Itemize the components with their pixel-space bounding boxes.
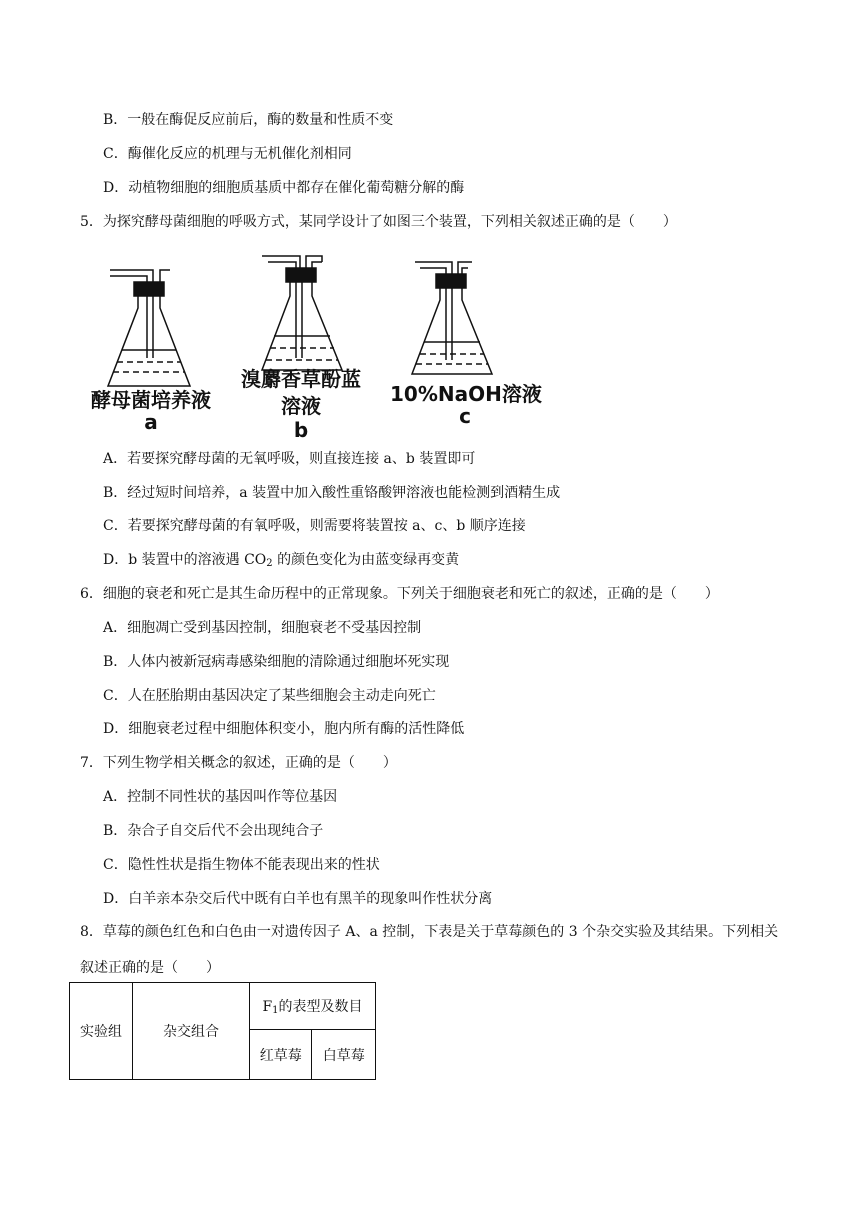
q6-option-a: A．细胞凋亡受到基因控制，细胞衰老不受基因控制 (103, 620, 422, 636)
flask-b-drawing (262, 256, 342, 370)
q5-option-d: D．b 装置中的溶液遇 $CO_2$ 的颜色变化为由蓝变绿再变黄 (103, 552, 460, 569)
flask-a-drawing (108, 270, 190, 386)
q4-option-c: C．酶催化反应的机理与无机催化剂相同 (103, 146, 352, 162)
flask-b-label-line2: 溶液 (281, 394, 321, 418)
flask-c-label: 10%NaOH溶液 (390, 382, 542, 406)
q5-option-b: B．经过短时间培养，a 装置中加入酸性重铬酸钾溶液也能检测到酒精生成 (103, 485, 561, 501)
q8-stem: 8．草莓的颜色红色和白色由一对遗传因子 A、a 控制，下表是关于草莓颜色的 3 个杂交实验及其结果。下列相关叙述正确的是（ ） (80, 924, 779, 976)
q6-option-d: D．细胞衰老过程中细胞体积变小，胞内所有酶的活性降低 (103, 721, 465, 737)
flask-b-label-line1: 溴麝香草酚蓝 (241, 367, 361, 391)
flask-a-label: 酵母菌培养液 (91, 388, 211, 412)
q5-option-a: A．若要探究酵母菌的无氧呼吸，则直接连接 a、b 装置即可 (103, 451, 476, 467)
flask-c-drawing (412, 262, 492, 374)
flask-b-letter: b (293, 418, 309, 442)
q7-stem: 7．下列生物学相关概念的叙述，正确的是（ ） (80, 755, 397, 771)
q4-option-d: D．动植物细胞的细胞质基质中都存在催化葡萄糖分解的酶 (103, 180, 465, 196)
q5-option-c: C．若要探究酵母菌的有氧呼吸，则需要将装置按 a、c、b 顺序连接 (103, 518, 526, 534)
q7-option-c: C．隐性性状是指生物体不能表现出来的性状 (103, 857, 380, 873)
q7-option-b: B．杂合子自交后代不会出现纯合子 (103, 823, 324, 839)
table-header-red: 红草莓 (250, 1030, 312, 1080)
table-header-f1: $F_1$的表型及数目 (250, 983, 376, 1030)
q7-option-a: A．控制不同性状的基因叫作等位基因 (103, 789, 338, 805)
table-header-white: 白草莓 (312, 1030, 376, 1080)
flask-c-letter: c (459, 404, 471, 428)
q6-option-c: C．人在胚胎期由基因决定了某些细胞会主动走向死亡 (103, 688, 436, 704)
q4-option-b: B．一般在酶促反应前后，酶的数量和性质不变 (103, 112, 394, 128)
q7-option-d: D．白羊亲本杂交后代中既有白羊也有黑羊的现象叫作性状分离 (103, 891, 493, 907)
q6-stem: 6．细胞的衰老和死亡是其生命历程中的正常现象。下列关于细胞衰老和死亡的叙述，正确的是（ ） (80, 586, 719, 602)
q8-table (69, 982, 376, 1080)
q5-stem: 5．为探究酵母菌细胞的呼吸方式，某同学设计了如图三个装置，下列相关叙述正确的是（ ） (80, 214, 677, 230)
flask-a-letter: a (144, 410, 158, 434)
table-header-cross: 杂交组合 (133, 983, 250, 1080)
q6-option-b: B．人体内被新冠病毒感染细胞的清除通过细胞坏死实现 (103, 654, 450, 670)
table-header-group: 实验组 (70, 983, 133, 1080)
